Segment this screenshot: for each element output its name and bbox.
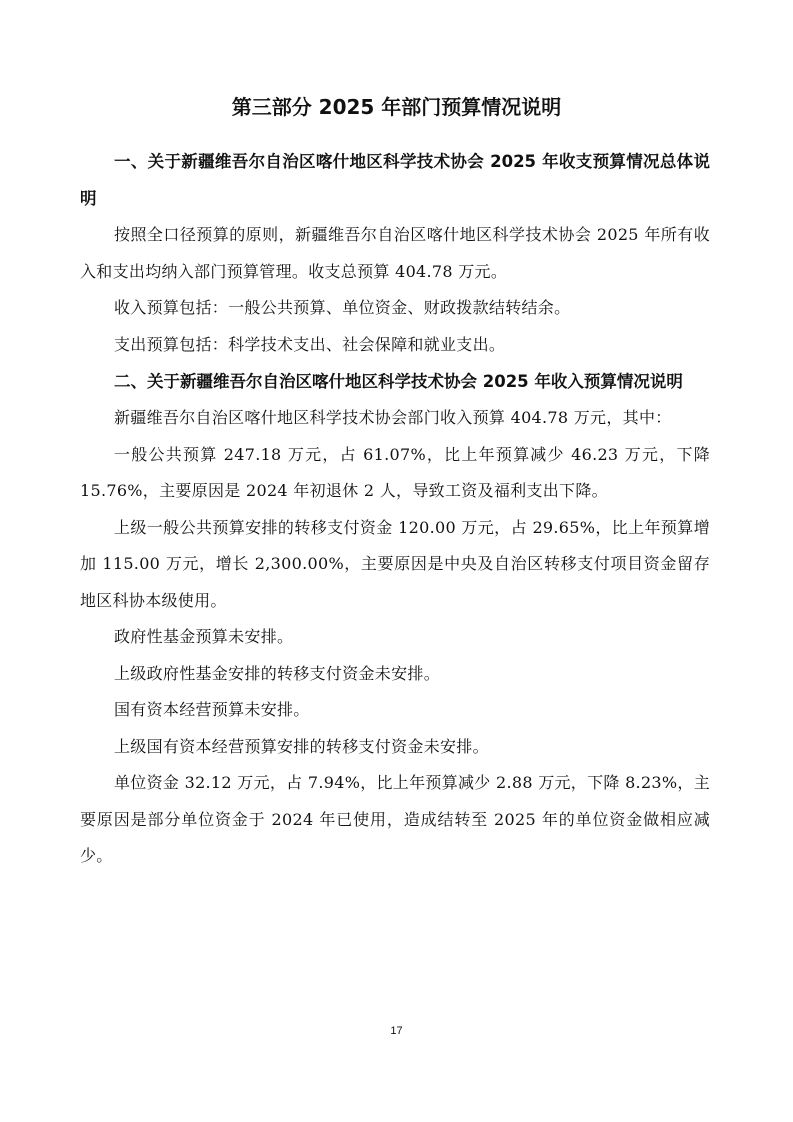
paragraph-general-public-budget: 一般公共预算 247.18 万元，占 61.07%，比上年预算减少 46.23 万元，下降 15.76%，主要原因是 2024 年初退休 2 人，导致工资及福利支出下降。: [80, 444, 710, 500]
section-heading-income: 二、关于新疆维吾尔自治区喀什地区科学技术协会 2025 年收入预算情况说明: [114, 372, 683, 391]
paragraph-income-total: 新疆维吾尔自治区喀什地区科学技术协会部门收入预算 404.78 万元，其中：: [114, 408, 672, 427]
paragraph-government-fund-transfer: 上级政府性基金安排的转移支付资金未安排。: [114, 663, 441, 683]
document-body: [80, 143, 710, 875]
paragraph-expense-scope: 支出预算包括：科学技术支出、社会保障和就业支出。: [114, 334, 506, 354]
page-number: 17: [390, 1025, 403, 1037]
paragraph-state-capital-transfer: 上级国有资本经营预算安排的转移支付资金未安排。: [114, 736, 489, 756]
section-heading-overall: 一、关于新疆维吾尔自治区喀什地区科学技术协会 2025 年收支预算情况总体说明: [80, 152, 710, 208]
paragraph-budget-principle: 按照全口径预算的原则，新疆维吾尔自治区喀什地区科学技术协会 2025 年所有收入和支出均纳入部门预算管理。收支总预算 404.78 万元。: [80, 225, 710, 281]
paragraph-income-scope: 收入预算包括：一般公共预算、单位资金、财政拨款结转结余。: [114, 298, 571, 317]
paragraph-transfer-payment: 上级一般公共预算安排的转移支付资金 120.00 万元，占 29.65%，比上年预算增加 115.00 万元，增长 2,300.00%，主要原因是中央及自治区转移支付项目资金留存地区科协本级使用。: [80, 517, 710, 610]
paragraph-state-capital: 国有资本经营预算未安排。: [114, 700, 310, 719]
paragraph-government-fund: 政府性基金预算未安排。: [114, 627, 294, 646]
paragraph-unit-funds: 单位资金 32.12 万元，占 7.94%，比上年预算减少 2.88 万元，下降 8.23%，主要原因是部分单位资金于 2024 年已使用，造成结转至 2025 年的单位资金做相应减少。: [80, 773, 711, 865]
page-title: 第三部分 2025 年部门预算情况说明: [231, 95, 562, 119]
